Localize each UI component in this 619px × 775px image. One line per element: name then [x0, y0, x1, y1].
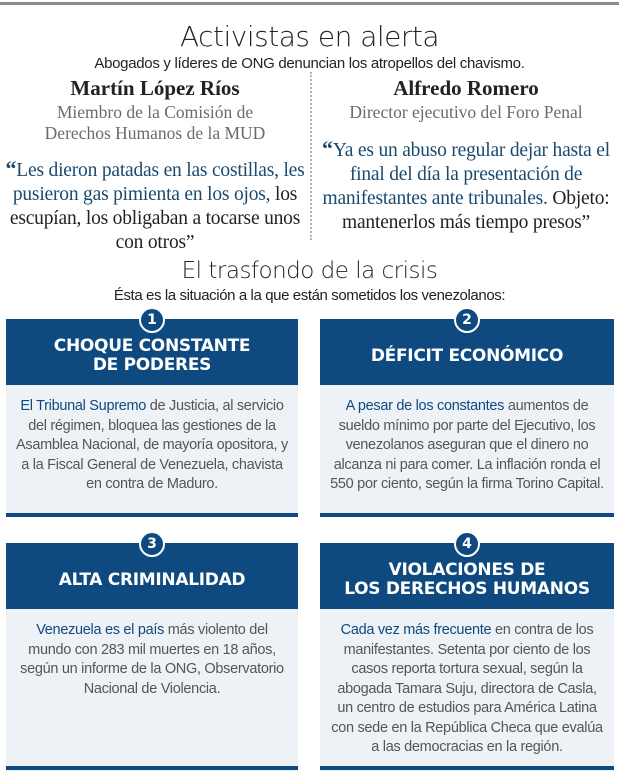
section-title-activists: Activistas en alerta — [179, 20, 440, 53]
card-text: en contra de los manifestantes. Setenta por ciento de los casos reporta tortura sexual, según la abogada Tamara Suju, directora de Casla, un centro de estudios para América Latina con sede en la República Checa que evalúa a las democracias en la región. — [331, 622, 603, 755]
activist-column-left — [5, 76, 305, 255]
card-text: más violento del mundo con 283 mil muertes en 18 años, según un informe de la ONG, Observatorio Nacional de Violencia. — [20, 622, 284, 697]
card-bottom-rule — [6, 513, 298, 517]
card-title-line: LOS DERECHOS HUMANOS — [344, 579, 590, 599]
card-title-line: DÉFICIT ECONÓMICO — [370, 345, 564, 366]
card-body — [14, 397, 290, 495]
activist-name: Martín López Ríos — [70, 76, 240, 100]
quote-rest: Objeto: mantenerlos más tiempo presos” — [342, 188, 610, 233]
number-badge: 1 — [139, 307, 165, 333]
card-bottom-rule — [6, 766, 298, 770]
card-title-line: ALTA CRIMINALIDAD — [58, 569, 246, 590]
section-title-crisis: El trasfondo de la crisis — [181, 258, 438, 284]
activist-column-right — [316, 76, 616, 235]
crisis-card-2 — [320, 312, 614, 517]
quote-mark-icon: “ — [5, 156, 17, 181]
card-title — [54, 329, 250, 375]
quote-rest: los escupían, los obligaban a tocarse unos con otros” — [9, 184, 301, 253]
card-highlight: Venezuela es el país — [36, 622, 165, 638]
card-body — [328, 397, 606, 495]
card-highlight: A pesar de los constantes — [345, 398, 505, 414]
card-highlight: El Tribunal Supremo — [20, 398, 147, 414]
column-divider — [310, 72, 312, 240]
section-subtitle-crisis: Ésta es la situación a la que están sometidos los venezolanos: — [113, 287, 506, 304]
number-badge: 3 — [139, 531, 165, 557]
number-badge: 2 — [454, 307, 480, 333]
card-bottom-rule — [320, 513, 614, 517]
activist-role-line: Derechos Humanos de la MUD — [44, 123, 266, 143]
crisis-card-1 — [6, 312, 298, 517]
card-text: de Justicia, al servicio del régimen, bloquea las gestiones de la Asamblea Nacional, de mayoría opositora, y a la Fiscal General de Venezuela, chavista en contra de Maduro. — [16, 398, 288, 492]
top-rule — [0, 2, 619, 5]
card-title — [371, 339, 563, 366]
card-title — [344, 553, 590, 599]
quote-highlight: Les dieron patadas en las costillas, les pusieron gas pimienta en los ojos, — [12, 160, 305, 205]
card-bottom-rule — [320, 766, 614, 770]
number-badge: 4 — [454, 531, 480, 557]
section-subtitle-activists: Abogados y líderes de ONG denuncian los atropellos del chavismo. — [94, 55, 525, 72]
card-title — [59, 563, 245, 590]
crisis-card-3 — [6, 536, 298, 771]
crisis-card-4 — [320, 536, 614, 771]
card-body — [328, 621, 606, 758]
activist-role — [5, 102, 305, 144]
card-text: aumentos de sueldo mínimo por parte del Ejecutivo, los venezolanos aseguran que el dinero no alcanza ni para comer. La inflación ronda el 550 por ciento, según la firma Torino Capital. — [330, 398, 604, 492]
activist-role-line: Miembro de la Comisión de — [56, 102, 254, 122]
activist-quote — [316, 137, 616, 235]
card-title-line: CHOQUE CONSTANTE — [53, 336, 251, 356]
activist-quote — [5, 157, 305, 255]
quote-mark-icon: “ — [322, 136, 333, 161]
activist-name: Alfredo Romero — [393, 76, 539, 100]
card-title-line: DE PODERES — [92, 355, 212, 375]
quote-highlight: Ya es un abuso regular dejar hasta el final del día la presentación de manifestantes ante tribunales. — [322, 140, 610, 209]
activist-role-line: Director ejecutivo del Foro Penal — [349, 102, 583, 122]
card-body — [14, 621, 290, 699]
card-highlight: Cada vez más frecuente — [340, 622, 492, 638]
card-title-line: VIOLACIONES DE — [388, 560, 546, 580]
activist-role — [316, 102, 616, 123]
